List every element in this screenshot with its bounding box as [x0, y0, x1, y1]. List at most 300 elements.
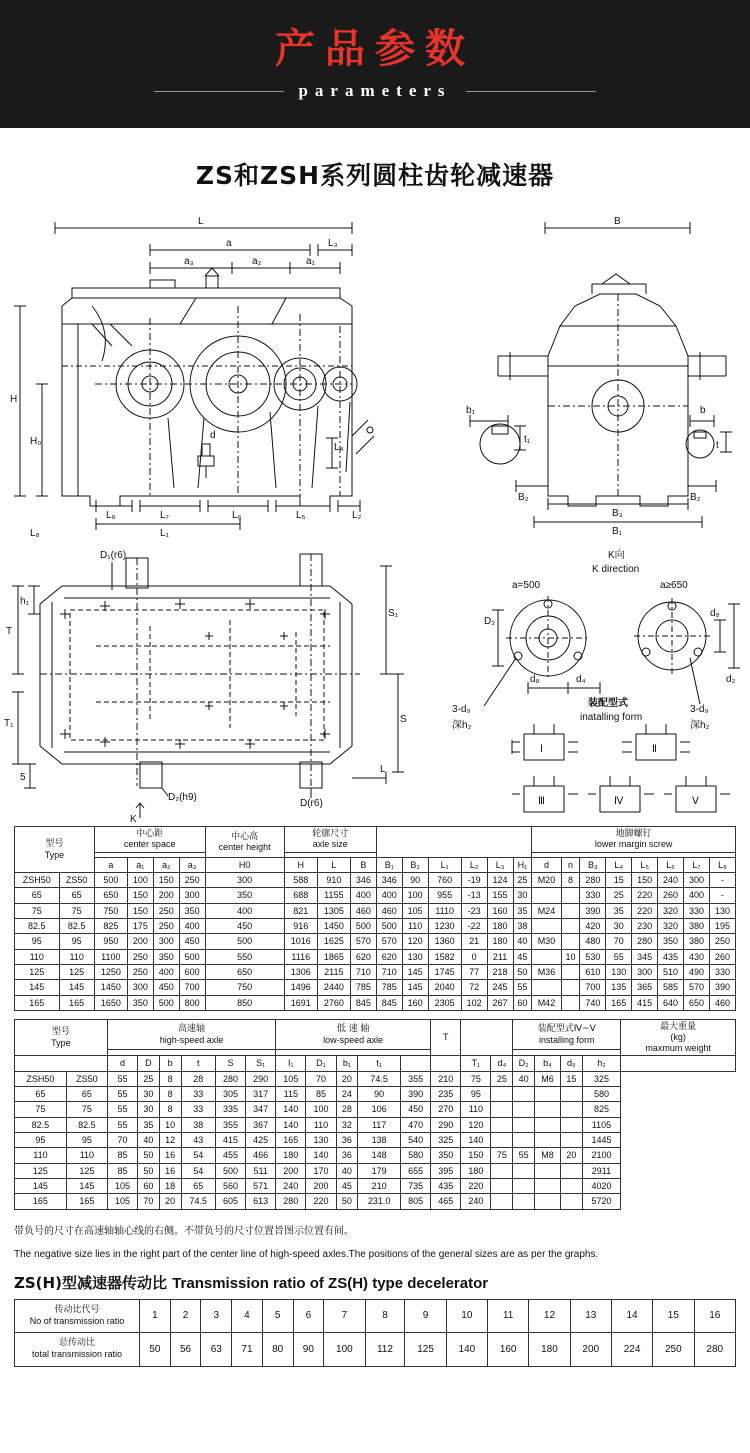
table-cell: 650	[94, 888, 127, 903]
table-cell: 179	[358, 1163, 401, 1178]
svg-text:L₆: L₆	[232, 510, 242, 521]
table-cell: 231.0	[358, 1194, 401, 1209]
table-cell: 165	[66, 1194, 107, 1209]
table-cell: 18	[159, 1178, 181, 1193]
svg-text:K向: K向	[608, 550, 625, 561]
table-cell: 72	[461, 980, 487, 995]
th-col-B: B	[350, 857, 376, 872]
axle-subheader-row	[15, 1056, 736, 1071]
table-cell: 82.5	[15, 1117, 67, 1132]
table-cell: 125	[59, 965, 94, 980]
table-cell: 2305	[428, 995, 461, 1010]
ratio-cell: 80	[262, 1333, 293, 1367]
table-cell: 910	[317, 873, 350, 888]
table-cell: 165	[59, 995, 94, 1010]
table-cell: -22	[461, 919, 487, 934]
table-cell: 346	[350, 873, 376, 888]
table-cell: 25	[606, 888, 632, 903]
th-col-L2: L₂	[461, 857, 487, 872]
table-row	[15, 1163, 736, 1178]
th-col-H1: H₁	[513, 857, 532, 872]
table-cell	[513, 1132, 535, 1147]
table-cell: 35	[606, 903, 632, 918]
table-cell: 300	[127, 980, 153, 995]
table-cell: 950	[94, 934, 127, 949]
table-cell: 350	[205, 888, 284, 903]
svg-text:b₁: b₁	[466, 405, 475, 416]
table-cell: -	[709, 888, 735, 903]
table-cell: 124	[487, 873, 513, 888]
th-type: 型号 Type	[15, 827, 95, 873]
table-cell	[535, 1086, 561, 1101]
table-cell: 1625	[317, 934, 350, 949]
table-cell: 455	[215, 1148, 245, 1163]
table-cell: 650	[205, 965, 284, 980]
table-cell: 145	[59, 980, 94, 995]
table-cell: 430	[684, 949, 710, 964]
table-cell: 1110	[428, 903, 461, 918]
th2-col-T1: T₁	[461, 1056, 491, 1071]
th2-col-t: t	[181, 1056, 215, 1071]
table-cell: 30	[138, 1102, 160, 1117]
svg-text:K direction: K direction	[592, 564, 640, 575]
table-cell: 380	[684, 919, 710, 934]
svg-text:3-d₉: 3-d₉	[690, 704, 709, 715]
table-cell: M20	[532, 873, 561, 888]
ratio-cell: 224	[611, 1333, 652, 1367]
table-cell: 230	[632, 919, 658, 934]
svg-text:a: a	[226, 238, 232, 249]
th-col-n: n	[561, 857, 580, 872]
table-cell: 916	[284, 919, 317, 934]
svg-text:深h₂: 深h₂	[690, 720, 710, 731]
table-cell: 450	[179, 934, 205, 949]
table-cell: 180	[487, 919, 513, 934]
table-cell: 570	[376, 934, 402, 949]
ratio-section-title	[0, 1264, 750, 1299]
table-cell	[513, 1178, 535, 1193]
table-cell: 95	[461, 1086, 491, 1101]
svg-text:L₂: L₂	[352, 510, 362, 521]
table-cell: 480	[580, 934, 606, 949]
table-cell: 130	[606, 965, 632, 980]
svg-text:Ⅰ: Ⅰ	[540, 744, 543, 755]
table-cell: 365	[632, 980, 658, 995]
table-cell: 20	[336, 1071, 358, 1086]
table-cell: M42	[532, 995, 561, 1010]
table-cell: 350	[153, 949, 179, 964]
table-cell: 4020	[582, 1178, 621, 1193]
table-cell: 240	[461, 1194, 491, 1209]
table-cell: 710	[350, 965, 376, 980]
table-cell: 355	[215, 1117, 245, 1132]
axle-table-wrap	[0, 1019, 750, 1209]
table-cell: 600	[179, 965, 205, 980]
table-row	[15, 965, 736, 980]
table-cell: 105	[276, 1071, 306, 1086]
table-cell: 100	[402, 888, 428, 903]
th2-type: 型号 Type	[15, 1020, 108, 1056]
table-cell	[561, 965, 580, 980]
svg-text:a₂: a₂	[252, 256, 262, 267]
th2-col-d9: d₉	[560, 1056, 582, 1071]
svg-text:a=500: a=500	[512, 580, 541, 591]
table-cell: 240	[276, 1178, 306, 1193]
table-cell: 125	[15, 965, 60, 980]
th-col-B2: B₂	[402, 857, 428, 872]
ratio-code-row	[15, 1299, 736, 1333]
table-cell: 82.5	[15, 919, 60, 934]
table-cell: 400	[153, 965, 179, 980]
svg-text:B₂: B₂	[518, 492, 529, 503]
table-cell: 145	[15, 1178, 67, 1193]
table-cell: 805	[401, 1194, 431, 1209]
svg-text:H: H	[10, 394, 18, 405]
table-cell: 16	[159, 1148, 181, 1163]
table-cell: 450	[153, 980, 179, 995]
svg-text:Ⅱ: Ⅱ	[652, 744, 657, 755]
th-col-a2: a₂	[153, 857, 179, 872]
ratio-cell: 56	[170, 1333, 201, 1367]
ratio-cell: 10	[446, 1299, 487, 1333]
table-cell: 325	[431, 1132, 461, 1147]
table-cell: 500	[94, 873, 127, 888]
table-cell: 415	[632, 995, 658, 1010]
th2-T: T	[431, 1020, 461, 1056]
table-cell	[561, 919, 580, 934]
table-cell: 1445	[582, 1132, 621, 1147]
ratio-cell: 112	[365, 1333, 405, 1367]
table-cell: 290	[431, 1117, 461, 1132]
axle-header-row	[15, 1020, 736, 1050]
svg-text:d₈: d₈	[710, 608, 720, 619]
th-col-L5: L₅	[632, 857, 658, 872]
table-cell: 211	[487, 949, 513, 964]
table-cell: 77	[461, 965, 487, 980]
table-cell: 120	[461, 1117, 491, 1132]
table-cell: 165	[15, 1194, 67, 1209]
table-row	[15, 919, 736, 934]
table-cell: 150	[127, 888, 153, 903]
table-cell: 16	[159, 1163, 181, 1178]
table-cell: 500	[179, 949, 205, 964]
axle-table-body	[15, 1071, 736, 1209]
table-cell: 1582	[428, 949, 461, 964]
svg-text:L₈: L₈	[30, 528, 40, 539]
table-cell: 390	[709, 980, 735, 995]
table-cell: 347	[246, 1102, 276, 1117]
table-cell: 845	[376, 995, 402, 1010]
table-cell: 220	[306, 1194, 336, 1209]
ratio-cell: 16	[694, 1299, 736, 1333]
table-cell: 115	[276, 1086, 306, 1101]
table-cell: 460	[350, 903, 376, 918]
table-cell: 250	[153, 919, 179, 934]
table-cell: 65	[66, 1086, 107, 1101]
table-cell: 30	[606, 919, 632, 934]
table-cell: 5720	[582, 1194, 621, 1209]
table-cell: 740	[580, 995, 606, 1010]
table-cell: 280	[215, 1071, 245, 1086]
th-center-space: 中心距 center space	[94, 827, 205, 853]
th-col-a1: a₁	[127, 857, 153, 872]
table-cell: 1230	[428, 919, 461, 934]
table-cell: ZS50	[59, 873, 94, 888]
table-cell: 610	[580, 965, 606, 980]
table-cell: 267	[487, 995, 513, 1010]
table-cell: 65	[181, 1178, 215, 1193]
th2-high-axle: 高速轴 high-speed axle	[107, 1020, 275, 1050]
table-cell: 460	[709, 995, 735, 1010]
table-cell: 82.5	[59, 919, 94, 934]
table-cell: 40	[513, 1071, 535, 1086]
table-cell: 160	[487, 903, 513, 918]
table-cell	[491, 1132, 513, 1147]
table-cell: 145	[402, 965, 428, 980]
th-col-B1: B₁	[376, 857, 402, 872]
table-cell: 95	[59, 934, 94, 949]
th2-col-D2: D₂	[513, 1056, 535, 1071]
th-center-height: 中心高 center height	[205, 827, 284, 858]
table-cell: 620	[376, 949, 402, 964]
th-blank-mid	[376, 827, 531, 858]
th2-weight: 最大重量 (kg) maxmum weight	[621, 1020, 736, 1056]
ratio-cell: 63	[201, 1333, 232, 1367]
svg-text:B₂: B₂	[690, 492, 701, 503]
table-cell: 250	[127, 949, 153, 964]
table-cell: 55	[107, 1086, 137, 1101]
table-cell: 105	[402, 903, 428, 918]
table-cell: 150	[632, 873, 658, 888]
table-cell: 130	[306, 1132, 336, 1147]
table-cell: 8	[159, 1102, 181, 1117]
table-cell: 1306	[284, 965, 317, 980]
th-col-L8: L₈	[709, 857, 735, 872]
table-cell: 45	[336, 1178, 358, 1193]
table-cell: 75	[15, 1102, 67, 1117]
svg-text:L₈: L₈	[106, 510, 116, 521]
svg-text:a₁: a₁	[306, 256, 315, 267]
table-cell: M8	[535, 1148, 561, 1163]
table-cell: 105	[107, 1178, 137, 1193]
table-cell: 580	[401, 1148, 431, 1163]
header-subtitle-row	[0, 81, 750, 101]
table-cell: 1100	[94, 949, 127, 964]
table-cell	[535, 1194, 561, 1209]
dimension-table	[14, 826, 736, 1011]
table-cell: 145	[15, 980, 60, 995]
table-cell: 450	[401, 1102, 431, 1117]
th-col-L6: L₆	[658, 857, 684, 872]
table-cell: 280	[632, 934, 658, 949]
table-cell	[560, 1117, 582, 1132]
table-row	[15, 949, 736, 964]
th2-col-S: S	[215, 1056, 245, 1071]
ratio-cell: 8	[365, 1299, 405, 1333]
table-cell: 1865	[317, 949, 350, 964]
table-cell: 380	[684, 934, 710, 949]
table-row	[15, 1148, 736, 1163]
table-cell: 24	[336, 1086, 358, 1101]
th2-installing-form: 装配型式Ⅳ~Ⅴ installing form	[513, 1020, 621, 1050]
ratio-cell: 12	[529, 1299, 570, 1333]
table-cell: 511	[246, 1163, 276, 1178]
table-cell: 75	[66, 1102, 107, 1117]
ratio-value-label: 总传动比 total transmission ratio	[15, 1333, 140, 1367]
th2-col-b: b	[159, 1056, 181, 1071]
table-row	[15, 1117, 736, 1132]
table-header-row	[15, 827, 736, 853]
table-cell: 1250	[94, 965, 127, 980]
svg-text:b: b	[700, 405, 706, 416]
table-cell	[561, 980, 580, 995]
table-cell: 250	[709, 934, 735, 949]
table-cell: 50	[138, 1163, 160, 1178]
table-cell: 110	[402, 919, 428, 934]
table-cell: 1105	[582, 1117, 621, 1132]
table-cell: 33	[181, 1086, 215, 1101]
table-cell	[532, 919, 561, 934]
table-cell	[532, 949, 561, 964]
table-cell: 70	[138, 1194, 160, 1209]
ratio-title-en: Transmission ratio of ZS(H) type decelerator	[172, 1274, 489, 1292]
th2-col-D: D	[138, 1056, 160, 1071]
table-cell: 260	[709, 949, 735, 964]
table-cell: 540	[401, 1132, 431, 1147]
ratio-cell: 50	[140, 1333, 171, 1367]
table-cell: 55	[513, 1148, 535, 1163]
th-axle-size: 轮廓尺寸 axle size	[284, 827, 376, 853]
table-cell: 350	[179, 903, 205, 918]
table-cell	[491, 1194, 513, 1209]
note-en: The negative size lies in the right part of the center line of high-speed axles.The positions of the general sizes are as per the graphs.	[14, 1248, 599, 1260]
table-cell	[491, 1178, 513, 1193]
table-row	[15, 995, 736, 1010]
table-cell: 1691	[284, 995, 317, 1010]
page-title: ZS和ZSH系列圆柱齿轮减速器	[195, 161, 555, 190]
ratio-cell: 125	[405, 1333, 446, 1367]
table-cell: 1496	[284, 980, 317, 995]
table-cell: 710	[376, 965, 402, 980]
table-cell: 500	[215, 1163, 245, 1178]
table-cell: 125	[66, 1163, 107, 1178]
table-cell: 220	[461, 1178, 491, 1193]
table-cell: 145	[402, 980, 428, 995]
table-cell: 135	[606, 980, 632, 995]
table-cell: 100	[306, 1102, 336, 1117]
table-cell: 55	[107, 1117, 137, 1132]
table-cell: 466	[246, 1148, 276, 1163]
table-cell: 200	[276, 1163, 306, 1178]
table-cell: 570	[350, 934, 376, 949]
table-cell: 82.5	[66, 1117, 107, 1132]
ratio-cell: 6	[293, 1299, 324, 1333]
table-cell: 500	[350, 919, 376, 934]
table-cell: 150	[461, 1148, 491, 1163]
ratio-cell: 9	[405, 1299, 446, 1333]
table-cell: ZSH50	[15, 873, 60, 888]
ratio-cell: 7	[324, 1299, 365, 1333]
table-cell: 500	[205, 934, 284, 949]
table-cell: 110	[15, 1148, 67, 1163]
table-cell: 130	[709, 903, 735, 918]
th2-col-S1: S₁	[246, 1056, 276, 1071]
table-cell: 36	[336, 1132, 358, 1147]
th2-col-d1: I₁	[276, 1056, 306, 1071]
header-title-en: parameters	[298, 81, 452, 100]
table-cell: 55	[606, 949, 632, 964]
th2-col-h2: h₂	[582, 1056, 621, 1071]
svg-text:D₂: D₂	[484, 616, 496, 627]
table-cell: 235	[431, 1086, 461, 1101]
th-col-d: d	[532, 857, 561, 872]
table-cell: 320	[658, 919, 684, 934]
table-cell: 735	[401, 1178, 431, 1193]
table-cell: 1305	[317, 903, 350, 918]
table-cell: 35	[138, 1117, 160, 1132]
table-cell: 165	[276, 1132, 306, 1147]
svg-text:L: L	[380, 764, 386, 775]
table-cell: 2440	[317, 980, 350, 995]
table-cell	[560, 1132, 582, 1147]
th-col-a3: a₃	[179, 857, 205, 872]
table-row	[15, 1132, 736, 1147]
table-cell: 1450	[94, 980, 127, 995]
table-cell	[535, 1117, 561, 1132]
table-cell: 510	[658, 965, 684, 980]
table-cell: 60	[513, 995, 532, 1010]
th2-blank	[15, 1056, 108, 1071]
table-cell: 85	[306, 1086, 336, 1101]
ratio-cell: 5	[262, 1299, 293, 1333]
table-cell: 95	[66, 1132, 107, 1147]
ratio-cell: 1	[140, 1299, 171, 1333]
table-cell: 490	[684, 965, 710, 980]
table-cell: 106	[358, 1102, 401, 1117]
table-cell: 50	[138, 1148, 160, 1163]
table-cell: 240	[658, 873, 684, 888]
table-cell	[513, 1086, 535, 1101]
th2-col-T	[431, 1056, 461, 1071]
table-cell	[532, 888, 561, 903]
svg-text:a₃: a₃	[184, 256, 194, 267]
table-cell: 25	[491, 1071, 513, 1086]
table-cell: 150	[153, 873, 179, 888]
table-cell: 560	[215, 1178, 245, 1193]
table-cell: 54	[181, 1148, 215, 1163]
table-cell: 400	[376, 888, 402, 903]
table-cell: 165	[606, 995, 632, 1010]
table-cell: 25	[513, 873, 532, 888]
table-cell: 125	[15, 1163, 67, 1178]
th-col-L4: L₄	[606, 857, 632, 872]
table-cell: 54	[181, 1163, 215, 1178]
transmission-ratio-table	[14, 1299, 736, 1367]
svg-text:B₁: B₁	[612, 526, 623, 537]
table-row	[15, 903, 736, 918]
table-cell: 25	[138, 1071, 160, 1086]
svg-text:T₁: T₁	[4, 718, 14, 729]
ratio-title-cn: ZS(H)型减速器传动比	[14, 1273, 167, 1292]
table-cell: -23	[461, 903, 487, 918]
table-cell: 140	[276, 1102, 306, 1117]
table-cell: 425	[246, 1132, 276, 1147]
table-cell: 165	[15, 995, 60, 1010]
table-row	[15, 1086, 736, 1101]
table-cell	[535, 1163, 561, 1178]
table-cell: 218	[487, 965, 513, 980]
table-cell: 28	[336, 1102, 358, 1117]
